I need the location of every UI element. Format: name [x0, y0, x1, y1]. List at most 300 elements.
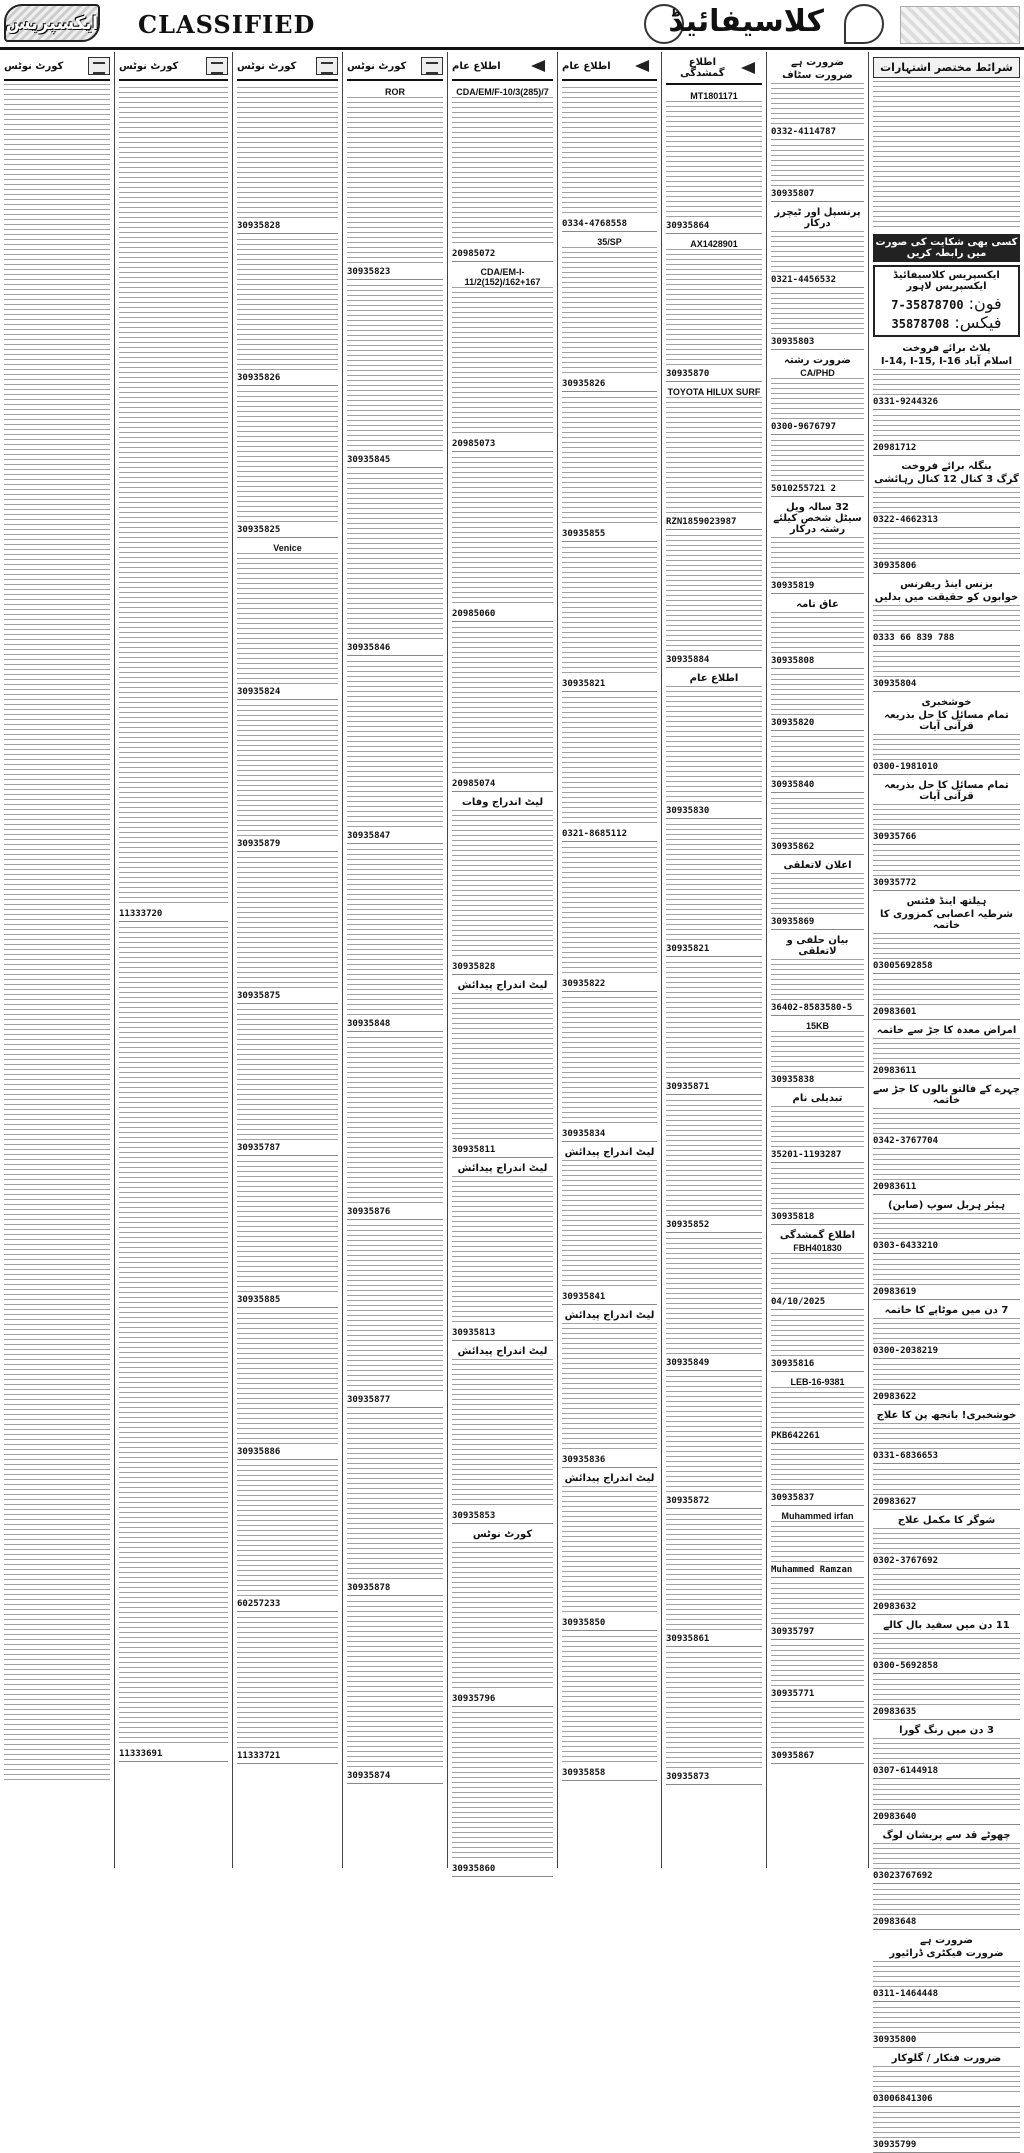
- ad-reference-number: 03005692858: [873, 961, 933, 971]
- classified-ad: [771, 499, 864, 594]
- ad-reference-number: 20983611: [873, 1066, 917, 1076]
- ad-body-text: [666, 686, 762, 804]
- ad-body-text: [771, 1449, 864, 1491]
- contact-org: ایکسپریس کلاسیفائیڈ ایکسپریس لاہور: [893, 270, 1000, 292]
- ad-reference-number: 11333691: [119, 1749, 163, 1759]
- ad-reference-number: 20983632: [873, 1602, 917, 1612]
- ad-title: بزنس اینڈ ریفرنس: [900, 579, 993, 590]
- classified-ad: [771, 1090, 864, 1163]
- ad-body-text: [237, 705, 338, 837]
- classified-ad: [452, 1709, 553, 1877]
- ad-title: ضرورت ہے: [919, 1935, 974, 1946]
- ad-reference-number: 30935855: [562, 529, 606, 539]
- classified-ad: [237, 84, 338, 234]
- ad-headline: CA/PHD: [800, 368, 835, 378]
- ad-reference-number: 30935799: [873, 2140, 917, 2150]
- ad-reference-number: 30935874: [347, 1771, 391, 1781]
- ad-reference-number: 30935808: [771, 656, 815, 666]
- ad-reference-number: 30935822: [562, 979, 606, 989]
- c1-header: [4, 54, 110, 81]
- classified-ad: [873, 1617, 1020, 1674]
- ad-body-text: [771, 1387, 864, 1429]
- ad-reference-number: 30935838: [771, 1075, 815, 1085]
- ad-body-text: [771, 1583, 864, 1625]
- ad-body-text: [873, 2112, 1020, 2138]
- ad-title: ضرورت رشتہ: [784, 355, 851, 366]
- ad-body-text: [237, 1009, 338, 1141]
- ad-reference-number: 20985072: [452, 249, 496, 259]
- classified-ad: [873, 847, 1020, 891]
- ad-body-text: [873, 2007, 1020, 2033]
- ad-body-text: [237, 391, 338, 523]
- ad-reference-number: 0300-9676797: [771, 422, 837, 432]
- classified-ad: [347, 470, 443, 656]
- masthead-decoration: [900, 6, 1020, 44]
- ad-body-text: [873, 1213, 1020, 1239]
- ad-reference-number: 30935858: [562, 1768, 606, 1778]
- title-urdu: کلاسیفائیڈ: [668, 4, 824, 39]
- classified-ad: [562, 394, 657, 542]
- ad-reference-number: 0307-6144918: [873, 1766, 939, 1776]
- ad-title: ضرورت ہے: [790, 57, 845, 68]
- ad-body-text: [562, 247, 657, 377]
- ad-headline: LEB-16-9381: [790, 1377, 845, 1387]
- ad-headline: CDA/EM-I-11/2(152)/162+167: [464, 267, 541, 287]
- ad-body-text: [666, 397, 762, 515]
- classified-ad: [666, 1511, 762, 1647]
- phone-row: [878, 294, 1015, 313]
- ad-reference-number: 0342-3767704: [873, 1136, 939, 1146]
- ad-body-text: [771, 1168, 864, 1210]
- ad-body-text: [452, 1359, 553, 1509]
- ad-body-text: [666, 535, 762, 653]
- ad-reference-number: 30935821: [562, 679, 606, 689]
- ad-body-text: [347, 1601, 443, 1769]
- ad-body-text: [873, 1574, 1020, 1600]
- c5-header-label: اطلاع عام: [452, 60, 501, 72]
- ad-body-text: [771, 1521, 864, 1563]
- ad-body-text: [452, 1712, 553, 1862]
- ad-reference-number: 5010255721 2: [771, 484, 837, 494]
- ad-reference-number: 30935862: [771, 842, 815, 852]
- courthouse-icon: [88, 57, 110, 75]
- ad-reference-number: 60257233: [237, 1599, 281, 1609]
- classified-ad: [873, 1407, 1020, 1464]
- ad-reference-number: 30935877: [347, 1395, 391, 1405]
- classified-ad: [666, 821, 762, 957]
- ad-reference-number: 30935813: [452, 1328, 496, 1338]
- classified-ad: [873, 1361, 1020, 1405]
- classified-ad: [771, 1704, 864, 1764]
- ad-reference-number: 0331-6836653: [873, 1451, 939, 1461]
- classified-ad: [562, 84, 657, 232]
- classified-ad: [666, 959, 762, 1095]
- column-court-notice-a: [342, 52, 447, 1868]
- ad-body-text: [452, 1176, 553, 1326]
- ad-body-text: [562, 847, 657, 977]
- ad-reference-number: 30935804: [873, 679, 917, 689]
- ad-reference-number: 0300-5692858: [873, 1661, 939, 1671]
- ad-headline: امراض معدہ کا جڑ سے خاتمہ: [876, 1025, 1017, 1036]
- ad-body-text: [771, 1253, 864, 1295]
- c1-header-label: کورٹ نوٹس: [4, 60, 64, 72]
- ad-reference-number: 0300-1981010: [873, 762, 939, 772]
- c2-ads: [119, 84, 228, 1762]
- ad-title: ہیلتھ اینڈ فٹنس: [906, 896, 987, 907]
- ad-body-text: [237, 239, 338, 371]
- classified-ad: [873, 1932, 1020, 2002]
- ad-body-text: [771, 674, 864, 716]
- ad-reference-number: 03006841306: [873, 2094, 933, 2104]
- phone-label: فون:: [968, 294, 1002, 313]
- megaphone-icon: [529, 57, 553, 75]
- c7-header: [666, 54, 762, 85]
- ad-reference-number: 30935837: [771, 1493, 815, 1503]
- classified-ad: [771, 290, 864, 350]
- classified-ad: [873, 976, 1020, 1020]
- column-public-notice-b: [447, 52, 557, 1874]
- classified-ad: [873, 1676, 1020, 1720]
- ad-headline: گرگ 3 کنال 12 کنال رہائشی: [874, 474, 1019, 485]
- ad-body-text: [771, 293, 864, 335]
- ad-headline: Venice: [273, 543, 302, 553]
- ad-body-text: [452, 627, 553, 777]
- c7-header-label: اطلاع گمشدگی: [680, 57, 725, 79]
- ad-title: اعلان لاتعلقی: [783, 860, 852, 871]
- ad-body-text: [562, 87, 657, 217]
- ad-body-text: [237, 87, 338, 219]
- ad-reference-number: 30935803: [771, 337, 815, 347]
- ad-body-text: [873, 533, 1020, 559]
- ad-reference-number: 30935870: [666, 369, 710, 379]
- ad-reference-number: RZN1859023987: [666, 517, 737, 527]
- ad-title: عاق نامہ: [796, 599, 839, 610]
- ad-reference-number: 30935787: [237, 1143, 281, 1153]
- ad-body-text: [771, 612, 864, 654]
- classified-ad: [771, 1580, 864, 1640]
- ad-reference-number: 0333 66 839 788: [873, 633, 955, 643]
- ad-headline: خوشخبری! بانجھ پن کا علاج: [876, 1410, 1017, 1421]
- ad-body-text: [562, 997, 657, 1127]
- express-logo: ایکسپریس: [4, 4, 100, 42]
- ad-reference-number: 20983648: [873, 1917, 917, 1927]
- ad-reference-number: 20983640: [873, 1812, 917, 1822]
- ad-body-text: [666, 1100, 762, 1218]
- ad-title: لیٹ اندراج پیدائش: [457, 1346, 548, 1357]
- ad-body-text: [771, 537, 864, 579]
- ad-headline: TOYOTA HILUX SURF: [667, 387, 761, 397]
- ad-reference-number: 30935819: [771, 581, 815, 591]
- ad-headline: ضرورت سٹاف: [782, 70, 853, 81]
- ad-reference-number: 30935825: [237, 525, 281, 535]
- ad-body-text: [452, 97, 553, 247]
- fax-row: [878, 313, 1015, 332]
- classified-ad: [119, 84, 228, 922]
- classified-ad: [666, 236, 762, 382]
- ad-body-text: [873, 1961, 1020, 1987]
- classified-ad: [237, 1462, 338, 1612]
- ad-body-text: [347, 285, 443, 453]
- c2-header-label: کورٹ نوٹس: [119, 60, 179, 72]
- c3-header-label: کورٹ نوٹس: [237, 60, 297, 72]
- classified-ad: [873, 777, 1020, 845]
- classified-ad: [237, 702, 338, 852]
- classified-ad: [873, 2109, 1020, 2153]
- megaphone-icon: [739, 59, 762, 77]
- ad-body-text: [347, 473, 443, 641]
- ad-headline: چھوٹے قد سے پریشان لوگ: [882, 1830, 1011, 1841]
- ad-reference-number: 30935836: [562, 1455, 606, 1465]
- ad-body-text: [771, 231, 864, 273]
- ad-reference-number: PKB642261: [771, 1431, 820, 1441]
- classified-ad: [873, 1256, 1020, 1300]
- ad-reference-number: 30935766: [873, 832, 917, 842]
- classified-ad: [237, 1614, 338, 1764]
- ad-reference-number: 11333721: [237, 1751, 281, 1761]
- ad-body-text: [237, 857, 338, 989]
- column-public-notice-a: [557, 52, 661, 1868]
- ad-body-text: [873, 487, 1020, 513]
- ad-reference-number: 20985074: [452, 779, 496, 789]
- classified-ad: [119, 924, 228, 1762]
- ad-body-text: [873, 651, 1020, 677]
- ad-reference-number: 30935806: [873, 561, 917, 571]
- ad-body-text: [237, 1465, 338, 1597]
- ad-reference-number: 30935830: [666, 806, 710, 816]
- classified-ad: [562, 1470, 657, 1631]
- ad-body-text: [452, 1542, 553, 1692]
- classified-ad: [562, 694, 657, 842]
- classified-ad: [873, 1512, 1020, 1569]
- ad-body-text: [771, 1106, 864, 1148]
- classified-ad: [873, 530, 1020, 574]
- c4-header: [347, 54, 443, 81]
- ad-body-text: [666, 101, 762, 219]
- ad-reference-number: 20983622: [873, 1392, 917, 1402]
- classified-ad: [771, 437, 864, 497]
- ad-headline: 7 دن میں موٹاپے کا خاتمہ: [884, 1305, 1009, 1316]
- classified-ad: [452, 1526, 553, 1707]
- classified-ad: [666, 532, 762, 668]
- terms-header: شرائط مختصر اشتہارات: [873, 57, 1020, 78]
- ad-body-text: [873, 804, 1020, 830]
- ad-reference-number: 0321-8685112: [562, 829, 628, 839]
- classified-ad: [873, 1886, 1020, 1930]
- column-court-notice-b: [232, 52, 342, 1868]
- classified-ad: [771, 1374, 864, 1444]
- ad-reference-number: 30935824: [237, 687, 281, 697]
- ad-reference-number: 30935878: [347, 1583, 391, 1593]
- classified-ad: [347, 282, 443, 468]
- phone-number: 35878700-7: [891, 298, 964, 312]
- ad-reference-number: 04/10/2025: [771, 1297, 826, 1307]
- ad-headline: AX1428901: [690, 239, 738, 249]
- classified-ad: [237, 854, 338, 1004]
- ad-body-text: [237, 553, 338, 685]
- ad-body-text: [873, 734, 1020, 760]
- ad-body-text: [666, 962, 762, 1080]
- classified-ad: [562, 544, 657, 692]
- ad-reference-number: 30935846: [347, 643, 391, 653]
- classified-ad: [452, 1160, 553, 1341]
- courthouse-icon: [206, 57, 228, 75]
- ad-body-text: [873, 1259, 1020, 1285]
- ad-reference-number: 0322-4662313: [873, 515, 939, 525]
- classified-ad: [771, 1018, 864, 1088]
- ad-reference-number: 20985073: [452, 439, 496, 449]
- ad-reference-number: 0300-2038219: [873, 1346, 939, 1356]
- classified-ad: [666, 1235, 762, 1371]
- ad-reference-number: 30935820: [771, 718, 815, 728]
- ad-headline: Muhammed irfan: [781, 1511, 854, 1521]
- ad-reference-number: 30935849: [666, 1358, 710, 1368]
- ad-reference-number: 30935884: [666, 655, 710, 665]
- classified-ad: [562, 1307, 657, 1468]
- ad-body-text: [771, 1315, 864, 1357]
- classified-ad: [562, 234, 657, 392]
- classified-ad: [237, 1158, 338, 1308]
- ad-reference-number: 30935807: [771, 189, 815, 199]
- classified-ad: [347, 658, 443, 844]
- ad-headline: تمام مسائل کا حل بذریعہ قرآنی آیات: [884, 710, 1009, 732]
- ad-body-text: [347, 849, 443, 1017]
- classified-ad: [562, 844, 657, 992]
- classified-ad: [873, 576, 1020, 646]
- ad-headline: 11 دن میں سفید بال کالے: [883, 1620, 1010, 1631]
- classified-ad: [237, 1006, 338, 1156]
- ad-reference-number: 30935847: [347, 831, 391, 841]
- ad-body-text: [771, 873, 864, 915]
- ad-reference-number: 30935840: [771, 780, 815, 790]
- c5-ads: [452, 84, 553, 1877]
- classified-ad: [873, 1571, 1020, 1615]
- ad-reference-number: 30935818: [771, 1212, 815, 1222]
- ad-reference-number: 0332-4114787: [771, 127, 837, 137]
- ad-body-text: [771, 1707, 864, 1749]
- classified-ad: [666, 1649, 762, 1785]
- ad-reference-number: 30935796: [452, 1694, 496, 1704]
- classified-ad: [873, 694, 1020, 775]
- ad-reference-number: 30935853: [452, 1511, 496, 1521]
- ad-reference-number: 20983627: [873, 1497, 917, 1507]
- ad-body-text: [873, 2066, 1020, 2092]
- ad-headline: ROR: [385, 87, 405, 97]
- c9-ads: [873, 340, 1020, 2153]
- classified-ad: [771, 1312, 864, 1372]
- classified-ad: [771, 1642, 864, 1702]
- classified-ad: [237, 388, 338, 538]
- classified-ad: [666, 1373, 762, 1509]
- ad-headline: شرطیہ اعصابی کمزوری کا خاتمہ: [879, 909, 1014, 931]
- classified-ad: [452, 454, 553, 622]
- c4-header-label: کورٹ نوٹس: [347, 60, 407, 72]
- classified-ad: [873, 412, 1020, 456]
- ad-reference-number: 30935873: [666, 1772, 710, 1782]
- ad-headline: 3 دن میں رنگ گورا: [899, 1725, 994, 1736]
- c6-header-label: اطلاع عام: [562, 60, 611, 72]
- ad-body-text: [873, 605, 1020, 631]
- classified-ad: [771, 857, 864, 930]
- classified-ad: [771, 1508, 864, 1578]
- ad-body-text: [873, 1108, 1020, 1134]
- ad-title: لیٹ اندراج پیدائش: [564, 1310, 655, 1321]
- classified-ad: [771, 596, 864, 669]
- classified-ad: [452, 264, 553, 452]
- column-lost-notices: [661, 52, 766, 1868]
- ad-reference-number: 20981712: [873, 443, 917, 453]
- c3-header: [237, 54, 338, 81]
- ad-reference-number: 30935848: [347, 1019, 391, 1029]
- ad-headline: چہرے کے فالتو بالوں کا جڑ سے خاتمہ: [873, 1084, 1020, 1106]
- ad-body-text: [873, 1364, 1020, 1390]
- ad-body-text: [873, 1038, 1020, 1064]
- classified-ad: [873, 893, 1020, 974]
- c3-ads: [237, 84, 338, 1764]
- classified-ad: [452, 1343, 553, 1524]
- ad-body-text: [237, 1617, 338, 1749]
- ad-reference-number: 30935834: [562, 1129, 606, 1139]
- classified-ad: [771, 733, 864, 793]
- ad-body-text: [771, 1031, 864, 1073]
- ad-body-text: [873, 1843, 1020, 1869]
- ad-reference-number: 30935797: [771, 1627, 815, 1637]
- c4-ads: [347, 84, 443, 1784]
- classified-ad: [347, 84, 443, 280]
- ad-body-text: [873, 1889, 1020, 1915]
- ad-headline: CDA/EM/F-10/3(285)/7: [456, 87, 549, 97]
- ad-reference-number: 30935845: [347, 455, 391, 465]
- classified-ad: [771, 671, 864, 731]
- ad-title: پلاٹ برائے فروخت: [902, 343, 991, 354]
- ad-body-text: [452, 457, 553, 607]
- classified-ad: [771, 932, 864, 1016]
- ad-body-text: [562, 1636, 657, 1766]
- ad-reference-number: 30935828: [237, 221, 281, 231]
- ad-title: تبدیلی نام: [792, 1093, 843, 1104]
- ad-reference-number: 30935823: [347, 267, 391, 277]
- classified-ad: [873, 1197, 1020, 1254]
- classified-ad: [666, 88, 762, 234]
- ad-reference-number: 30935852: [666, 1220, 710, 1230]
- ad-headline: پرنسپل اور ٹیچرز درکار: [774, 207, 861, 229]
- classified-ad: [347, 846, 443, 1032]
- ad-headline: ہیئر ہربل سوپ (صابن): [888, 1200, 1005, 1211]
- column-wanted-and-notices: [766, 52, 868, 1868]
- classified-ad: [562, 1633, 657, 1781]
- classified-ad: [771, 142, 864, 202]
- classified-ad: [873, 2004, 1020, 2048]
- ad-title: لیٹ اندراج پیدائش: [457, 1163, 548, 1174]
- classified-ad: [873, 1466, 1020, 1510]
- ad-body-text: [237, 1313, 338, 1445]
- ad-reference-number: 30935869: [771, 917, 815, 927]
- ad-reference-number: 0334-4768558: [562, 219, 628, 229]
- classified-ad: [237, 1310, 338, 1460]
- title-english: CLASSIFIED: [138, 10, 316, 39]
- ad-reference-number: 30935816: [771, 1359, 815, 1369]
- ad-body-text: [562, 1486, 657, 1616]
- classified-ad: [237, 540, 338, 700]
- fax-number: 35878708: [891, 317, 950, 331]
- ad-reference-number: 30935800: [873, 2035, 917, 2045]
- classified-ad: [347, 1598, 443, 1784]
- ad-body-text: [347, 1225, 443, 1393]
- c8-ads: [771, 54, 864, 1764]
- ad-reference-number: 36402-8583580-5: [771, 1003, 853, 1013]
- ad-reference-number: 30935885: [237, 1295, 281, 1305]
- classified-ad: [452, 84, 553, 262]
- ad-reference-number: 0321-4456532: [771, 275, 837, 285]
